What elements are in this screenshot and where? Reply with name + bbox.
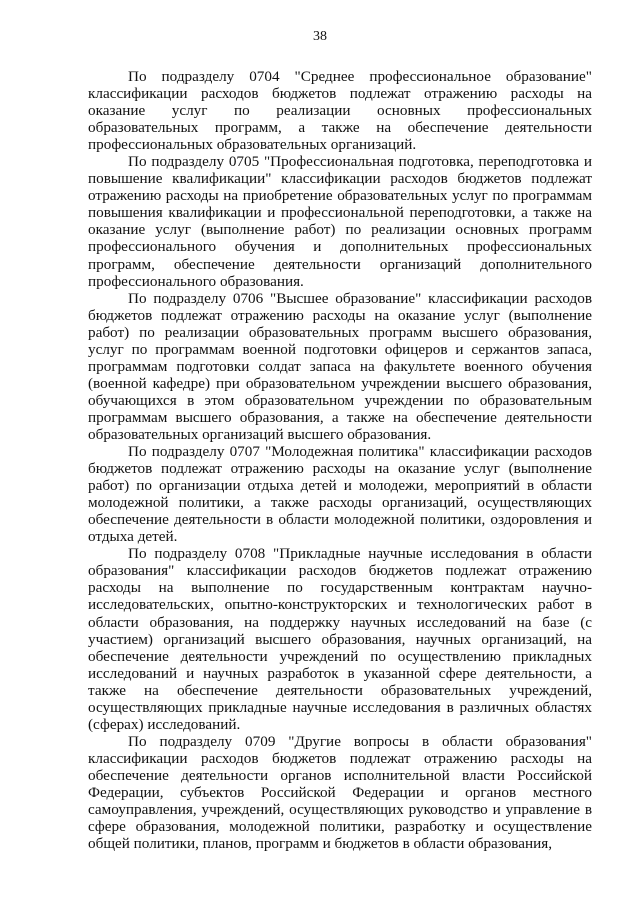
paragraph-0708: По подразделу 0708 "Прикладные научные исследования в области образования" классификации расходов бюджетов подлежат отражению расходы на выполнение по государственным контрактам научно-исследовательских, опытно-конструкторских и технологических работ в области образования, на поддержку научных исследований на базе (с участием) организаций высшего образования, научных организаций, на обеспечение деятельности учреждений по осуществлению прикладных исследований и научных разработок в указанной сфере деятельности, а также на обеспечение деятельности образовательных учреждений, осуществляющих прикладные научные исследования в различных областях (сферах) исследований. [88, 545, 592, 733]
paragraph-0705: По подразделу 0705 "Профессиональная подготовка, переподготовка и повышение квалификации" классификации расходов бюджетов подлежат отражению расходы на приобретение образовательных услуг по программам повышения квалификации и профессиональной переподготовки, а также на оказание услуг (выполнение работ) по реализации основных программ профессионального обучения и дополнительных профессиональных программ, обеспечение деятельности организаций дополнительного профессионального образования. [88, 153, 592, 290]
paragraph-0707: По подразделу 0707 "Молодежная политика" классификации расходов бюджетов подлежат отражению расходы на оказание услуг (выполнение работ) по организации отдыха детей и молодежи, мероприятий в области молодежной политики, а также расходы организаций, осуществляющих обеспечение деятельности в области молодежной политики, оздоровления и отдыха детей. [88, 443, 592, 546]
document-body [88, 68, 592, 852]
paragraph-0706: По подразделу 0706 "Высшее образование" классификации расходов бюджетов подлежат отражению расходы на оказание услуг (выполнение работ) по реализации образовательных программ высшего образования, услуг по программам военной подготовки офицеров и сержантов запаса, программам подготовки солдат запаса на факультете военного обучения (военной кафедре) при образовательном учреждении высшего образования, обучающихся в этом образовательном учреждении по образовательным программам высшего образования, а также на обеспечение деятельности образовательных организаций высшего образования. [88, 289, 592, 443]
paragraph-0704: По подразделу 0704 "Среднее профессиональное образование" классификации расходов бюджетов подлежат отражению расходы на оказание услуг по реализации основных профессиональных образовательных программ, а также на обеспечение деятельности профессиональных образовательных организаций. [88, 68, 592, 154]
paragraph-0709: По подразделу 0709 "Другие вопросы в области образования" классификации расходов бюджетов подлежат отражению расходы на обеспечение деятельности органов исполнительной власти Российской Федерации, субъектов Российской Федерации и органов местного самоуправления, учреждений, осуществляющих руководство и управление в сфере образования, молодежной политики, разработку и осуществление общей политики, планов, программ и бюджетов в области образования, [88, 732, 592, 853]
page-number: 38 [313, 29, 327, 44]
